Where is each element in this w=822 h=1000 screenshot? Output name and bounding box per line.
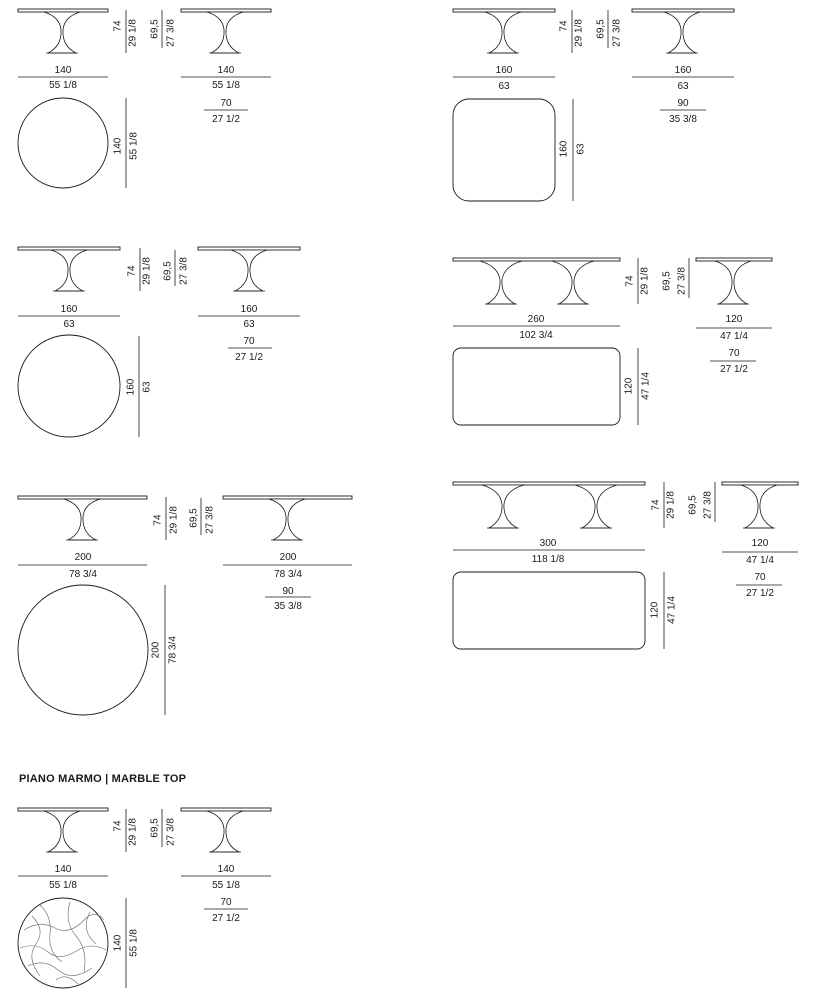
height-cm: 74 — [112, 820, 124, 832]
seat-height-cm: 69,5 — [162, 261, 174, 281]
side-width-cm: 140 — [217, 864, 235, 875]
table-marble-140-drawing — [18, 808, 271, 988]
top-depth-in: 78 3/4 — [167, 636, 179, 664]
height-in: 29 1/8 — [168, 506, 180, 534]
seat-height-cm: 69,5 — [149, 19, 161, 39]
base-in: 35 3/8 — [274, 601, 302, 612]
seat-height-cm: 69,5 — [595, 19, 607, 39]
section-heading-marble-top: PIANO MARMO | MARBLE TOP — [19, 773, 187, 785]
table-round-140-drawing — [18, 9, 271, 188]
seat-height-cm: 69,5 — [661, 271, 673, 291]
side-width-cm: 120 — [725, 314, 743, 325]
seat-height-in: 27 3/8 — [165, 818, 177, 846]
base-in: 27 1/2 — [720, 364, 748, 375]
height-cm: 74 — [152, 514, 164, 526]
height-cm: 74 — [624, 275, 636, 287]
height-in: 29 1/8 — [141, 257, 153, 285]
base-cm: 90 — [677, 98, 689, 109]
height-cm: 74 — [558, 20, 570, 32]
seat-height-in: 27 3/8 — [204, 506, 216, 534]
side-width-cm: 160 — [674, 65, 692, 76]
side-width-in: 63 — [243, 319, 255, 330]
side-width-in: 47 1/4 — [746, 555, 774, 566]
base-in: 27 1/2 — [212, 114, 240, 125]
front-width-cm: 300 — [539, 538, 557, 549]
side-width-in: 55 1/8 — [212, 880, 240, 891]
front-width-in: 78 3/4 — [69, 569, 97, 580]
side-width-in: 47 1/4 — [720, 331, 748, 342]
front-width-in: 63 — [63, 319, 75, 330]
height-in: 29 1/8 — [573, 19, 585, 47]
top-depth-in: 47 1/4 — [666, 596, 678, 624]
front-width-in: 55 1/8 — [49, 880, 77, 891]
height-cm: 74 — [650, 499, 662, 511]
side-width-cm: 200 — [279, 552, 297, 563]
base-in: 27 1/2 — [746, 588, 774, 599]
height-cm: 74 — [126, 265, 138, 277]
top-depth-in: 55 1/8 — [128, 132, 140, 160]
front-width-in: 55 1/8 — [49, 80, 77, 91]
side-width-in: 55 1/8 — [212, 80, 240, 91]
front-width-cm: 160 — [60, 304, 78, 315]
front-width-cm: 200 — [74, 552, 92, 563]
height-in: 29 1/8 — [639, 267, 651, 295]
top-depth-cm: 200 — [150, 641, 162, 659]
base-in: 27 1/2 — [235, 352, 263, 363]
front-width-in: 102 3/4 — [519, 330, 553, 341]
seat-height-in: 27 3/8 — [611, 19, 623, 47]
top-depth-cm: 140 — [112, 137, 124, 155]
seat-height-cm: 69,5 — [188, 508, 200, 528]
seat-height-in: 27 3/8 — [178, 257, 190, 285]
front-width-in: 63 — [498, 81, 510, 92]
base-cm: 70 — [728, 348, 740, 359]
top-depth-cm: 120 — [623, 377, 635, 395]
front-width-cm: 260 — [527, 314, 545, 325]
top-depth-cm: 160 — [558, 140, 570, 158]
table-oval-160-drawing — [453, 9, 734, 201]
seat-height-in: 27 3/8 — [165, 19, 177, 47]
base-cm: 70 — [220, 98, 232, 109]
side-width-cm: 140 — [217, 65, 235, 76]
side-width-in: 63 — [677, 81, 689, 92]
top-depth-in: 63 — [575, 143, 587, 155]
height-in: 29 1/8 — [127, 818, 139, 846]
top-depth-cm: 160 — [125, 378, 137, 396]
base-in: 35 3/8 — [669, 114, 697, 125]
height-in: 29 1/8 — [127, 19, 139, 47]
front-width-cm: 140 — [54, 864, 72, 875]
front-width-cm: 160 — [495, 65, 513, 76]
base-cm: 90 — [282, 586, 294, 597]
top-depth-cm: 120 — [649, 601, 661, 619]
side-width-cm: 160 — [240, 304, 258, 315]
base-cm: 70 — [243, 336, 255, 347]
side-width-in: 78 3/4 — [274, 569, 302, 580]
side-width-cm: 120 — [751, 538, 769, 549]
seat-height-cm: 69,5 — [687, 495, 699, 515]
seat-height-in: 27 3/8 — [702, 491, 714, 519]
table-round-160-drawing — [18, 247, 300, 437]
base-cm: 70 — [220, 897, 232, 908]
top-depth-in: 63 — [141, 381, 153, 393]
top-depth-in: 55 1/8 — [128, 929, 140, 957]
base-cm: 70 — [754, 572, 766, 583]
height-cm: 74 — [112, 20, 124, 32]
height-in: 29 1/8 — [665, 491, 677, 519]
top-depth-cm: 140 — [112, 934, 124, 952]
base-in: 27 1/2 — [212, 913, 240, 924]
front-width-cm: 140 — [54, 65, 72, 76]
front-width-in: 118 1/8 — [531, 554, 565, 565]
seat-height-in: 27 3/8 — [676, 267, 688, 295]
top-depth-in: 47 1/4 — [640, 372, 652, 400]
seat-height-cm: 69,5 — [149, 818, 161, 838]
